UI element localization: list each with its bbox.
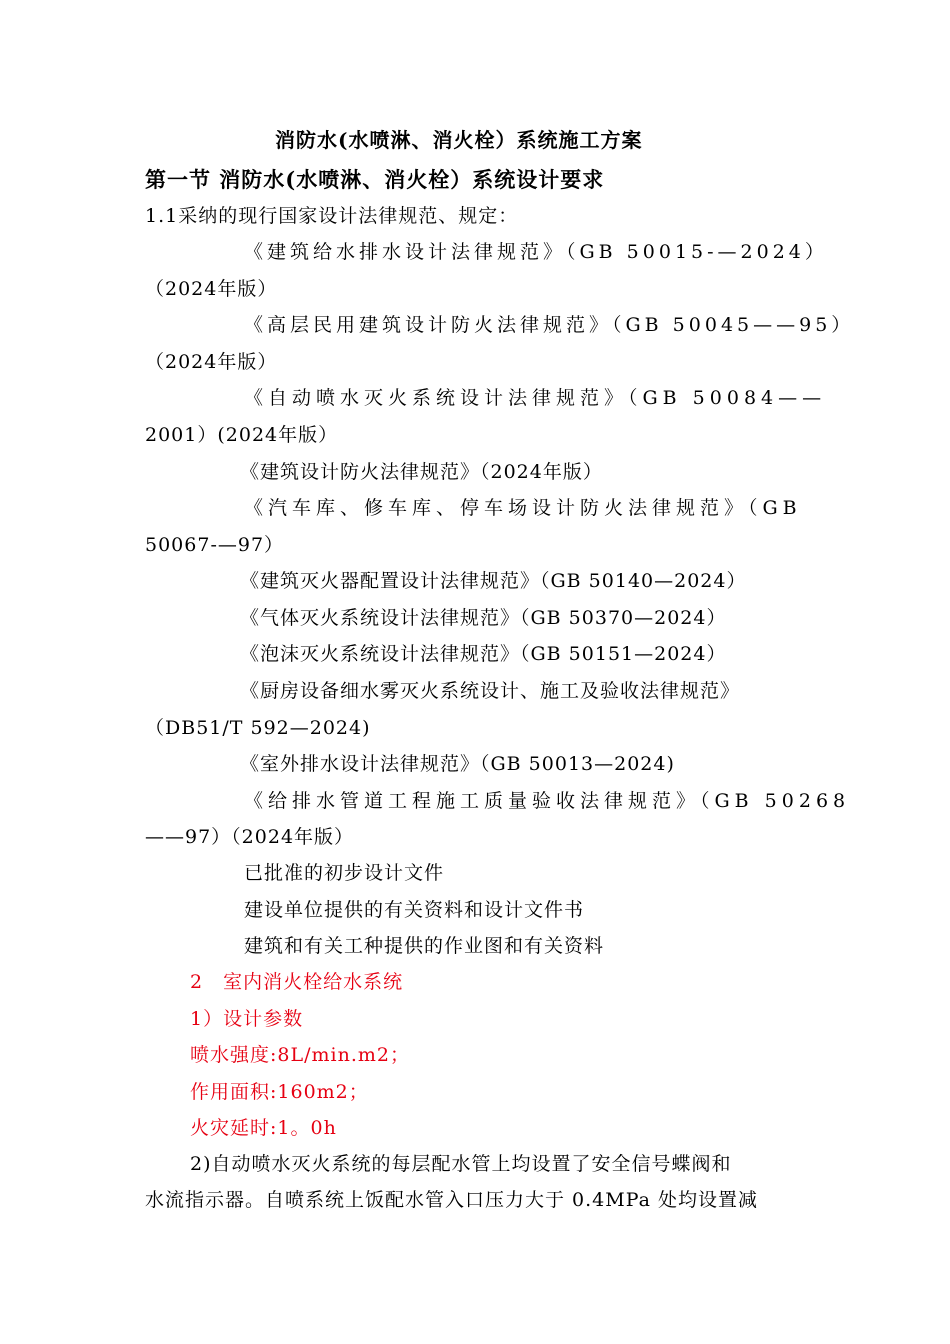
section-2-heading: 2 室内消火栓给水系统: [190, 971, 404, 993]
standard-line: （2024年版）: [145, 351, 278, 373]
standard-line: 《汽车库、修车库、停车场设计防火法律规范》（GB: [244, 497, 802, 519]
standard-line: ——97）（2024年版）: [145, 826, 355, 848]
standard-line: 《室外排水设计法律规范》（GB 50013—2024): [240, 753, 675, 775]
param-line: 喷水强度:8L/min.m2；: [190, 1044, 410, 1066]
standard-line: （DB51/T 592—2024): [145, 717, 371, 739]
standard-line: 《泡沫灭火系统设计法律规范》（GB 50151—2024）: [240, 643, 727, 665]
param-line: 作用面积:160m2；: [190, 1081, 369, 1103]
item-1-1: 1.1采纳的现行国家设计法律规范、规定：: [145, 205, 519, 227]
standard-line: 《建筑给水排水设计法律规范》（GB 50015-—2024）: [244, 241, 828, 263]
standard-line: （2024年版）: [145, 278, 278, 300]
document-title: 消防水(水喷淋、消火栓）系统施工方案: [275, 128, 643, 152]
section-heading: 第一节 消防水(水喷淋、消火栓）系统设计要求: [145, 167, 605, 192]
standard-line: 50067-—97）: [145, 534, 285, 556]
standard-line: 《厨房设备细水雾灭火系统设计、施工及验收法律规范》: [240, 680, 741, 702]
param-line: 火灾延时:1。0h: [190, 1117, 337, 1139]
paragraph-line: 2)自动喷水灭火系统的每层配水管上均设置了安全信号蝶阀和: [190, 1153, 732, 1175]
standard-line: 《自动喷水灭火系统设计法律规范》（GB 50084——: [244, 387, 827, 409]
standard-line: 《气体灭火系统设计法律规范》（GB 50370—2024）: [240, 607, 727, 629]
standard-line: 2001）(2024年版）: [145, 424, 339, 446]
section-2-subheading: 1）设计参数: [190, 1008, 304, 1030]
standard-line: 《给排水管道工程施工质量验收法律规范》（GB 50268: [244, 790, 851, 812]
basis-line: 已批准的初步设计文件: [244, 862, 445, 884]
basis-line: 建设单位提供的有关资料和设计文件书: [244, 899, 585, 921]
paragraph-line: 水流指示器。自喷系统上饭配水管入口压力大于 0.4MPa 处均设置减: [145, 1189, 759, 1211]
standard-line: 《高层民用建筑设计防火法律规范》（GB 50045——95）: [244, 314, 855, 336]
standard-line: 《建筑设计防火法律规范》（2024年版）: [240, 461, 603, 483]
basis-line: 建筑和有关工种提供的作业图和有关资料: [244, 935, 605, 957]
standard-line: 《建筑灭火器配置设计法律规范》（GB 50140—2024）: [240, 570, 747, 592]
